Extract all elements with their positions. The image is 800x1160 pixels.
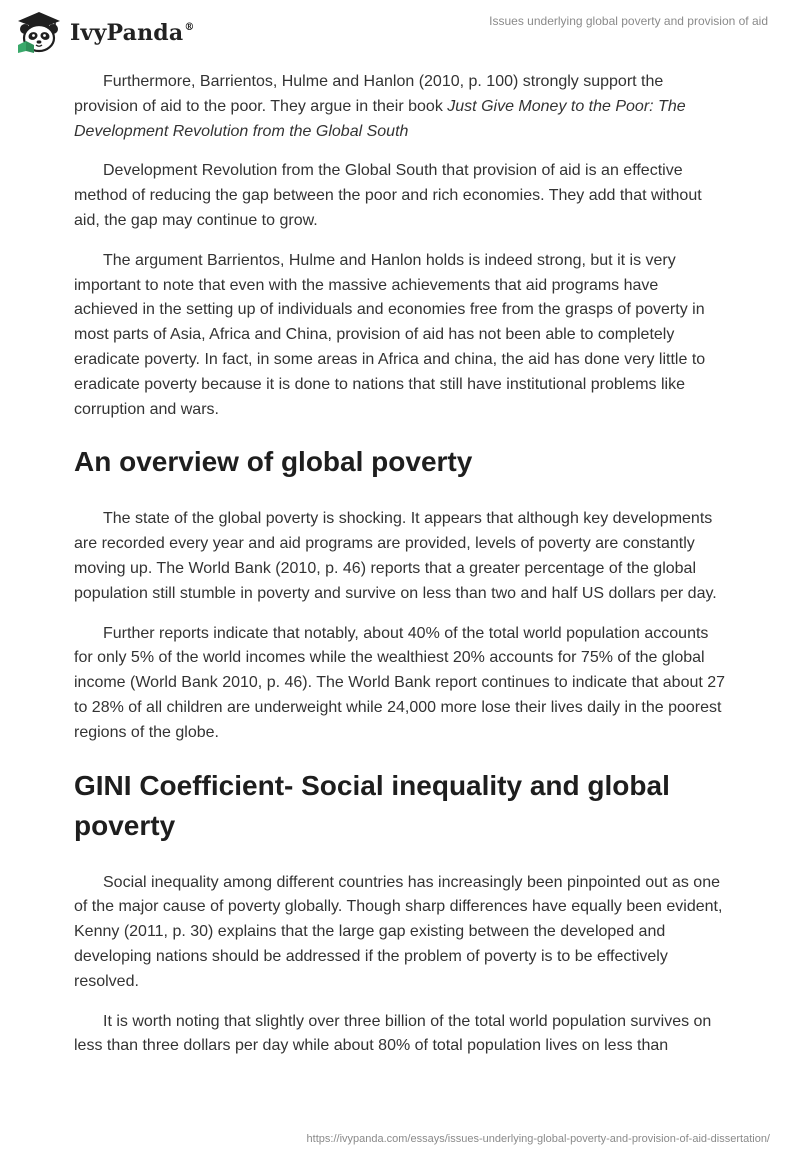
heading-gini-coefficient: GINI Coefficient- Social inequality and global poverty <box>74 769 670 841</box>
brand-logo[interactable] <box>14 9 195 55</box>
book-title: Just Give Money to the Poor: The Development Revolution from the Global South <box>74 97 686 140</box>
heading-overview-global-poverty: An overview of global poverty <box>74 446 473 478</box>
paragraph-state-of-poverty: The state of the global poverty is shocking. It appears that although key developments are recorded every year and aid programs are provided, levels of poverty are constantly moving up. The World Bank (2010, p. 46) reports that a greater percentage of the global population still stumble in poverty and survive on less than two and half US dollars per day. <box>74 510 717 602</box>
paragraph-further-reports: Further reports indicate that notably, about 40% of the total world population accounts for only 5% of the world incomes while the wealthiest 20% accounts for 75% of the global income (World Bank 2010, p. 46). The World Bank report continues to indicate that about 27 to 28% of all children are underweight while 24,000 more lose their lives daily in the poorest regions of the globe. <box>74 624 726 741</box>
article-body <box>74 70 726 1074</box>
page-header <box>0 0 800 64</box>
paragraph-development-revolution: Development Revolution from the Global South that provision of aid is an effective method of reducing the gap between the poor and rich economies. They add that without aid, the gap may continue to grow. <box>74 162 702 229</box>
document-title: Issues underlying global poverty and provision of aid <box>489 14 768 28</box>
registered-mark: ® <box>184 22 195 33</box>
paragraph-argument: The argument Barrientos, Hulme and Hanlon holds is indeed strong, but it is very important to note that even with the massive achievements that aid programs have achieved in the setting up of individuals and economies free from the grasps of poverty in most parts of Asia, Africa and China, provision of aid has not been able to completely eradicate poverty. In fact, in some areas in Africa and china, the aid has done very little to eradicate poverty because it is done to nations that still have institutional problems like corruption and wars. <box>74 251 706 418</box>
paragraph-barrientos-support <box>74 70 726 144</box>
panda-graduate-icon <box>14 9 64 55</box>
paragraph-social-inequality: Social inequality among different countries has increasingly been pinpointed out as one of the major cause of poverty globally. Though sharp differences have equally been evident, Kenny (2011, p. 30) explains that the large gap existing between the developed and developing nations should be addressed if the problem of poverty is to be effectively resolved. <box>74 873 723 990</box>
paragraph-text: Furthermore, Barrientos, Hulme and Hanlon (2010, p. 100) strongly support the provision of aid to the poor. They argue in their book <box>74 73 664 115</box>
paragraph-three-billion: It is worth noting that slightly over three billion of the total world population survives on less than three dollars per day while about 80% of total population lives on less than <box>74 1012 712 1055</box>
source-url[interactable]: https://ivypanda.com/essays/issues-underlying-global-poverty-and-provision-of-aid-dissertation/ <box>306 1133 770 1145</box>
brand-name: IvyPanda® <box>70 20 195 46</box>
